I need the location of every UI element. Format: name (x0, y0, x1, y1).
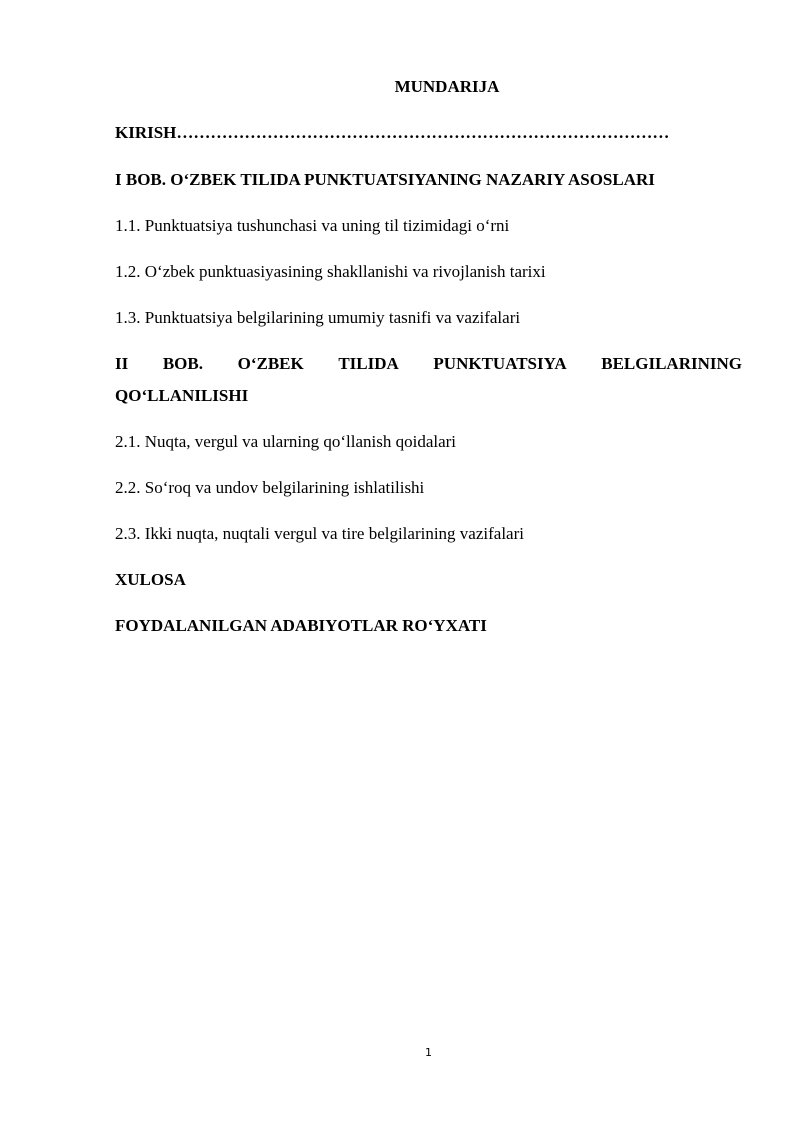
toc-entry-section-1-1: 1.1. Punktuatsiya tushunchasi va uning til tizimidagi o‘rni (115, 216, 510, 235)
page-title: MUNDARIJA (394, 77, 500, 96)
toc-entry-chapter-2-line-2: QO‘LLANILISHI (115, 386, 249, 405)
toc-entry-section-2-2: 2.2. So‘roq va undov belgilarining ishlatilishi (115, 478, 425, 497)
chapter-2-word: TILIDA (338, 354, 399, 373)
toc-entry-section-2-1: 2.1. Nuqta, vergul va ularning qo‘llanish qoidalari (115, 432, 457, 451)
toc-entry-chapter-1: I BOB. O‘ZBEK TILIDA PUNKTUATSIYANING NAZARIY ASOSLARI (115, 170, 655, 189)
toc-entry-chapter-2 (115, 353, 742, 407)
toc-entry-section-1-2: 1.2. O‘zbek punktuasiyasining shakllanishi va rivojlanish tarixi (115, 262, 546, 281)
chapter-2-word: II (115, 354, 129, 373)
toc-entry-section-1-3: 1.3. Punktuatsiya belgilarining umumiy tasnifi va vazifalari (115, 308, 521, 327)
toc-entry-chapter-2-line-1 (115, 353, 742, 375)
chapter-2-word: O‘ZBEK (237, 354, 304, 373)
page-number: 1 (425, 1046, 432, 1059)
chapter-2-word: BELGILARINING (601, 354, 742, 373)
toc-entry-introduction: KIRISH…………………………………………………………………………… (115, 123, 670, 142)
toc-entry-section-2-3: 2.3. Ikki nuqta, nuqtali vergul va tire belgilarining vazifalari (115, 524, 524, 543)
toc-entry-bibliography: FOYDALANILGAN ADABIYOTLAR RO‘YXATI (115, 616, 487, 635)
chapter-2-word: BOB. (162, 354, 203, 373)
chapter-2-word: PUNKTUATSIYA (433, 354, 567, 373)
toc-entry-conclusion: XULOSA (115, 570, 186, 589)
